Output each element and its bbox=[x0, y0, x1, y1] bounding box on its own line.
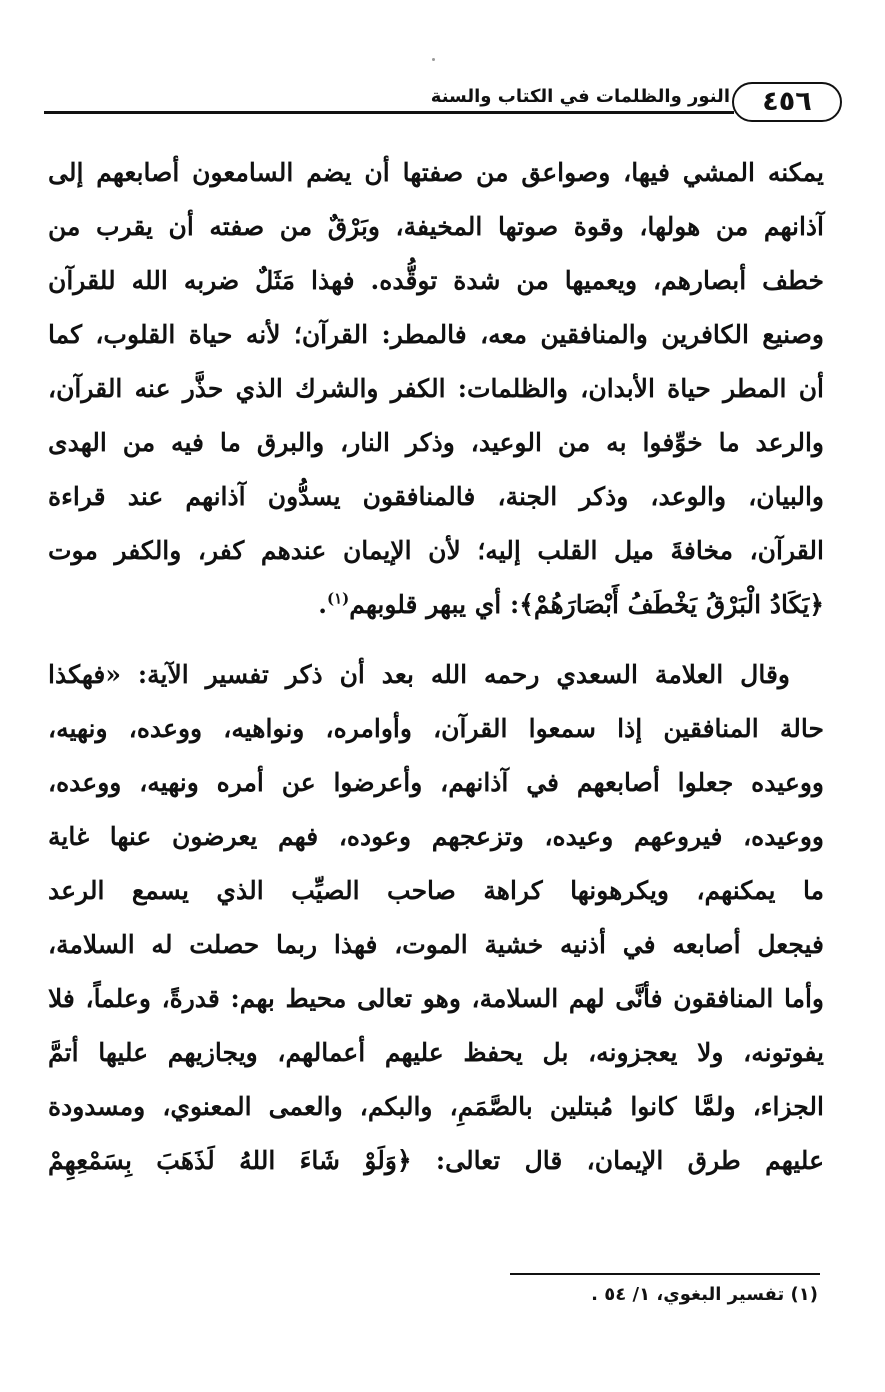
text-line bbox=[48, 1134, 824, 1188]
text-line: وصنيع الكافرين والمنافقين معه، فالمطر: القرآن؛ لأنه حياة القلوب، كما bbox=[48, 320, 824, 349]
footnote: (١) تفسير البغوي، ١/ ٥٤ . bbox=[591, 1284, 818, 1305]
text-line: وأما المنافقون فأنَّى لهم السلامة، وهو تعالى محيط بهم: قدرةً، وعلماً، فلا bbox=[48, 984, 824, 1013]
text-line: القرآن، مخافةَ ميل القلب إليه؛ لأن الإيمان عندهم كفر، والكفر موت bbox=[48, 536, 824, 565]
page-number-frame bbox=[732, 82, 842, 122]
text-line: يمكنه المشي فيها، وصواعق من صفتها أن يضم السامعون أصابعهم إلى bbox=[48, 158, 824, 187]
text-line: والرعد ما خوِّفوا به من الوعيد، وذكر النار، والبرق ما فيه من الهدى bbox=[48, 428, 824, 457]
quran-verse: ﴿وَلَوْ شَاءَ اللهُ لَذَهَبَ بِسَمْعِهِمْ bbox=[48, 1146, 412, 1175]
text-line: وقال العلامة السعدي رحمه الله بعد أن ذكر تفسير الآية: «فهكذا bbox=[48, 660, 790, 689]
body-text bbox=[48, 146, 824, 1188]
paragraph-gap bbox=[48, 632, 824, 648]
text-line: والبيان، والوعد، وذكر الجنة، فالمنافقون يسدُّون آذانهم عند قراءة bbox=[48, 482, 824, 511]
text-run: عليهم طرق الإيمان، قال تعالى: bbox=[411, 1146, 824, 1175]
paragraph bbox=[48, 648, 824, 1188]
text-line: الجزاء، ولمَّا كانوا مُبتلين بالصَّمَمِ، والبكم، والعمى المعنوي، ومسدودة bbox=[48, 1092, 824, 1121]
verse-gloss: : أي يبهر قلوبهم bbox=[349, 590, 520, 619]
text-line: ووعيده، فيروعهم وعيده، وتزعجهم وعوده، فهم يعرضون عنها غاية bbox=[48, 822, 824, 851]
sentence-end: . bbox=[318, 590, 327, 619]
text-line: حالة المنافقين إذا سمعوا القرآن، وأوامره، ونواهيه، ووعده، ونهيه، bbox=[48, 714, 824, 743]
text-line: خطف أبصارهم، ويعميها من شدة توقُّده. فهذا مَثَلٌ ضربه الله للقرآن bbox=[48, 266, 824, 295]
text-line: آذانهم من هولها، وقوة صوتها المخيفة، وبَرْقٌ من صفته أن يقرب من bbox=[48, 212, 824, 241]
page-header bbox=[40, 74, 840, 136]
running-title: النور والظلمات في الكتاب والسنة bbox=[430, 86, 730, 107]
quran-verse: ﴿يَكَادُ الْبَرْقُ يَخْطَفُ أَبْصَارَهُمْ﴾ bbox=[519, 590, 824, 619]
text-line: يفوتونه، ولا يعجزونه، بل يحفظ عليهم أعمالهم، ويجازيهم عليها أتمَّ bbox=[48, 1038, 824, 1067]
scan-speck bbox=[432, 58, 435, 61]
text-line: أن المطر حياة الأبدان، والظلمات: الكفر والشرك الذي حذَّر عنه القرآن، bbox=[48, 374, 824, 403]
text-line bbox=[48, 578, 824, 632]
text-line: ووعيده جعلوا أصابعهم في آذانهم، وأعرضوا عن أمره ونهيه، ووعده، bbox=[48, 768, 824, 797]
page-number: ٤٥٦ bbox=[762, 86, 812, 117]
header-rule bbox=[44, 111, 734, 114]
footnote-rule bbox=[510, 1273, 820, 1275]
footnote-reference[interactable]: (١) bbox=[326, 589, 350, 608]
paragraph bbox=[48, 146, 824, 632]
text-line: فيجعل أصابعه في أذنيه خشية الموت، فهذا ربما حصلت له السلامة، bbox=[48, 930, 824, 959]
text-line: ما يمكنهم، ويكرهونها كراهة صاحب الصيِّب الذي يسمع الرعد bbox=[48, 876, 824, 905]
